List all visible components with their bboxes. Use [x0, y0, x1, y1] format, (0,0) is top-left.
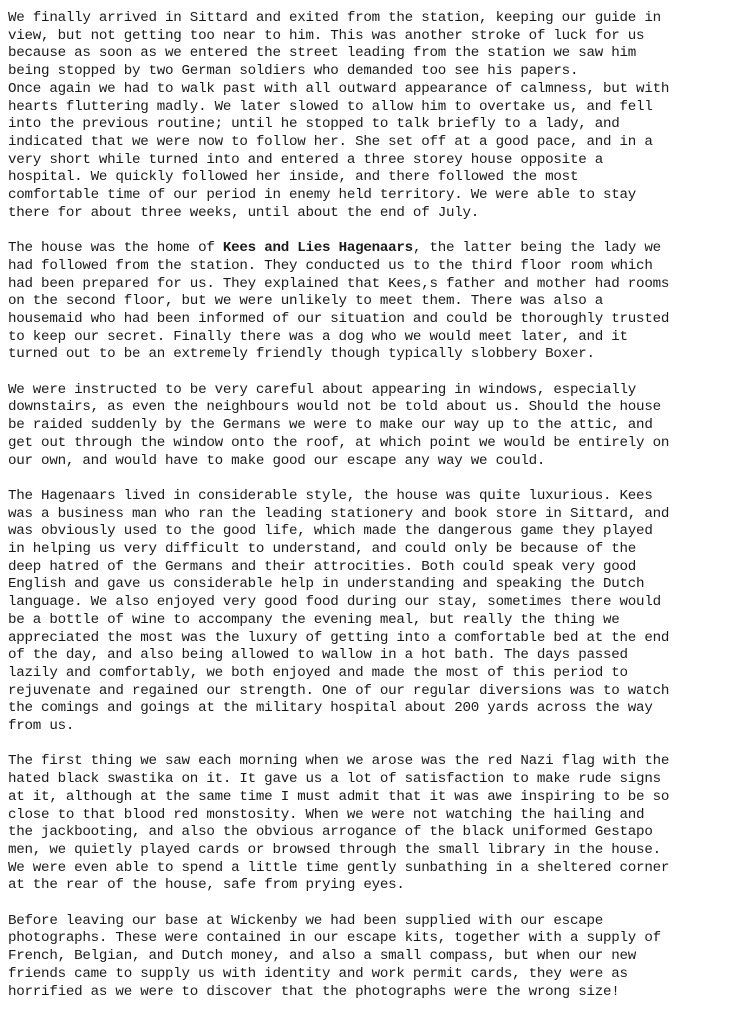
- paragraph-arrival: [8, 10, 748, 222]
- text-line: hated black swastika on it. It gave us a lot of satisfaction to make rude signs: [8, 771, 661, 788]
- text-line: because as soon as we entered the street leading from the station we saw him: [8, 45, 637, 62]
- text-line: very short while turned into and entered a three storey house opposite a: [8, 151, 603, 168]
- text-line: lazily and comfortably, we both enjoyed and made the most of this period to: [8, 664, 628, 681]
- text-line: at it, although at the same time I must admit that it was awe inspiring to be so: [8, 788, 670, 805]
- text-line: in helping us very difficult to understand, and could only be because of the: [8, 541, 637, 558]
- text-line: deep hatred of the Germans and their attrocities. Both could speak very good: [8, 558, 637, 575]
- text-line: The first thing we saw each morning when we arose was the red Nazi flag with the: [8, 753, 670, 770]
- text-line: comfortable time of our period in enemy held territory. We were able to stay: [8, 187, 637, 204]
- paragraph-hagenaars-home: [8, 240, 748, 364]
- text-line: had been prepared for us. They explained that Kees,s father and mother had rooms: [8, 275, 670, 292]
- text-line: of the day, and also being allowed to wallow in a hot bath. The days passed: [8, 647, 628, 664]
- text-line: at the rear of the house, safe from prying eyes.: [8, 877, 405, 894]
- text-line: friends came to supply us with identity and work permit cards, they were as: [8, 965, 628, 982]
- bold-names: Kees and Lies Hagenaars: [222, 240, 413, 257]
- text-line: men, we quietly played cards or browsed through the small library in the house.: [8, 841, 661, 858]
- text-line: rejuvenate and regained our strength. One of our regular diversions was to watch: [8, 682, 670, 699]
- text-segment: The house was the home of: [8, 240, 223, 257]
- text-line: downstairs, as even the neighbours would not be told about us. Should the house: [8, 399, 661, 416]
- paragraph-instructions: [8, 382, 748, 471]
- text-line-first: [8, 240, 748, 258]
- text-line: turned out to be an extremely friendly though typically slobbery Boxer.: [8, 346, 595, 363]
- paragraph-luxury: [8, 488, 748, 736]
- text-line: had followed from the station. They conducted us to the third floor room which: [8, 257, 653, 274]
- text-line: Before leaving our base at Wickenby we had been supplied with our escape: [8, 912, 603, 929]
- text-line: The Hagenaars lived in considerable style, the house was quite luxurious. Kees: [8, 487, 653, 504]
- text-line: was a business man who ran the leading stationery and book store in Sittard, and: [8, 505, 670, 522]
- paragraph-photographs: [8, 913, 748, 1002]
- text-line: French, Belgian, and Dutch money, and also a small compass, but when our new: [8, 948, 637, 965]
- text-line: view, but not getting too near to him. This was another stroke of luck for us: [8, 27, 645, 44]
- text-line: Once again we had to walk past with all outward appearance of calmness, but with: [8, 80, 670, 97]
- text-line: on the second floor, but we were unlikely to meet them. There was also a: [8, 293, 603, 310]
- text-line: English and gave us considerable help in understanding and speaking the Dutch: [8, 576, 645, 593]
- text-line: our own, and would have to make good our escape any way we could.: [8, 452, 546, 469]
- text-line: horrified as we were to discover that the photographs were the wrong size!: [8, 983, 620, 1000]
- text-line: indicated that we were now to follow her. She set off at a good pace, and in a: [8, 133, 653, 150]
- text-line: language. We also enjoyed very good food during our stay, sometimes there would: [8, 594, 661, 611]
- text-line: be a bottle of wine to accompany the evening meal, but really the thing we: [8, 611, 620, 628]
- text-line: We were even able to spend a little time gently sunbathing in a sheltered corner: [8, 859, 670, 876]
- text-line: the comings and goings at the military hospital about 200 yards across the way: [8, 700, 653, 717]
- text-line: be raided suddenly by the Germans we were to make our way up to the attic, and: [8, 417, 653, 434]
- text-line: housemaid who had been informed of our situation and could be thoroughly trusted: [8, 310, 670, 327]
- text-line: hearts fluttering madly. We later slowed to allow him to overtake us, and fell: [8, 98, 653, 115]
- text-line: We finally arrived in Sittard and exited from the station, keeping our guide in: [8, 10, 661, 26]
- text-line: there for about three weeks, until about the end of July.: [8, 204, 480, 221]
- text-line: being stopped by two German soldiers who demanded too see his papers.: [8, 63, 579, 80]
- text-line: appreciated the most was the luxury of getting into a comfortable bed at the end: [8, 629, 670, 646]
- document-page: [8, 10, 748, 1019]
- text-line: get out through the window onto the roof, at which point we would be entirely on: [8, 434, 670, 451]
- text-line: We were instructed to be very careful about appearing in windows, especially: [8, 381, 637, 398]
- text-line: into the previous routine; until he stopped to talk briefly to a lady, and: [8, 116, 620, 133]
- text-line: was obviously used to the good life, which made the dangerous game they played: [8, 523, 653, 540]
- paragraph-nazi-flag: [8, 753, 748, 895]
- text-line: close to that blood red monstosity. When we were not watching the hailing and: [8, 806, 645, 823]
- text-line: hospital. We quickly followed her inside, and there followed the most: [8, 169, 579, 186]
- text-line: the jackbooting, and also the obvious arrogance of the black uniformed Gestapo: [8, 824, 653, 841]
- text-segment: , the latter being the lady we: [412, 240, 661, 257]
- text-line: from us.: [8, 718, 75, 735]
- text-line: to keep our secret. Finally there was a dog who we would meet later, and it: [8, 328, 628, 345]
- text-line: photographs. These were contained in our escape kits, together with a supply of: [8, 930, 661, 947]
